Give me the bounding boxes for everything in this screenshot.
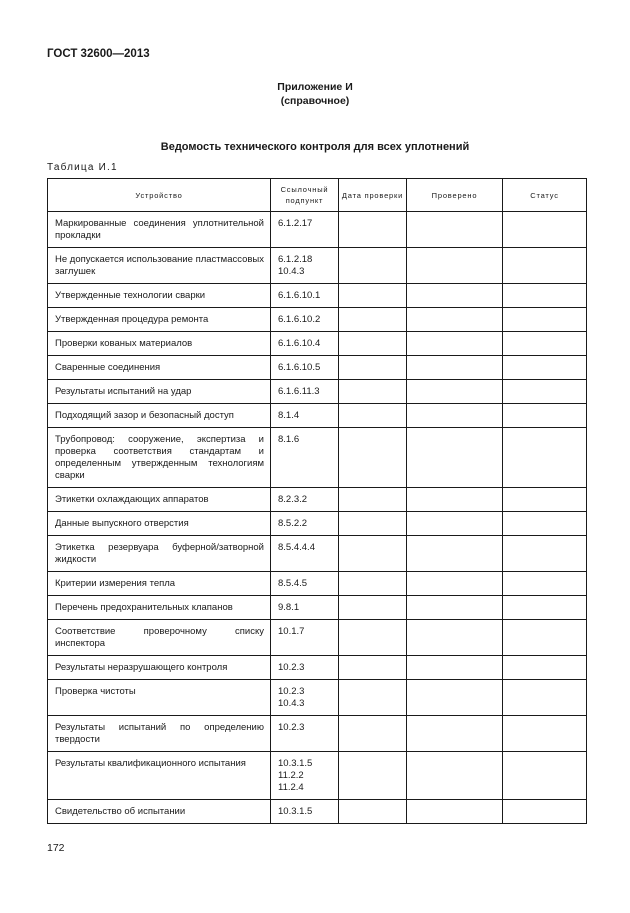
checked-cell [407,596,503,620]
checked-cell [407,356,503,380]
checked-cell [407,428,503,488]
reference-cell: 8.2.3.2 [271,488,339,512]
status-cell [503,380,587,404]
check-date-cell [339,308,407,332]
checked-cell [407,680,503,716]
table-body [48,212,587,824]
checked-cell [407,488,503,512]
table-row [48,284,587,308]
status-cell [503,248,587,284]
device-cell: Результаты испытаний по определению твердости [48,716,271,752]
table-row [48,512,587,536]
header-status: Статус [503,179,587,212]
reference-cell: 10.2.3 [271,656,339,680]
device-cell: Утвержденные технологии сварки [48,284,271,308]
annex-title: Приложение И [277,81,353,93]
device-cell: Трубопровод: сооружение, экспертиза и проверка соответствия стандартам и определенным утвержденным технологиям сварки [48,428,271,488]
checked-cell [407,752,503,800]
checked-cell [407,536,503,572]
status-cell [503,356,587,380]
device-cell: Результаты неразрушающего контроля [48,656,271,680]
check-date-cell [339,356,407,380]
device-cell: Утвержденная процедура ремонта [48,308,271,332]
device-cell: Маркированные соединения уплотнительной прокладки [48,212,271,248]
check-date-cell [339,680,407,716]
status-cell [503,752,587,800]
table-row [48,428,587,488]
check-date-cell [339,752,407,800]
table-row [48,572,587,596]
reference-cell: 10.1.7 [271,620,339,656]
status-cell [503,488,587,512]
status-cell [503,536,587,572]
reference-cell: 6.1.2.17 [271,212,339,248]
checked-cell [407,284,503,308]
standard-number: ГОСТ 32600—2013 [47,48,150,60]
checked-cell [407,332,503,356]
document-title: Ведомость технического контроля для всех уплотнений [160,141,470,153]
checked-cell [407,380,503,404]
reference-cell: 8.1.4 [271,404,339,428]
device-cell: Соответствие проверочному списку инспектора [48,620,271,656]
annex-type: (справочное) [280,95,350,107]
inspection-table [47,178,587,824]
reference-cell: 6.1.2.18 10.4.3 [271,248,339,284]
table-label: Таблица И.1 [47,162,118,173]
reference-cell: 6.1.6.10.2 [271,308,339,332]
check-date-cell [339,212,407,248]
status-cell [503,680,587,716]
status-cell [503,656,587,680]
table-row [48,332,587,356]
check-date-cell [339,512,407,536]
check-date-cell [339,572,407,596]
table-row [48,680,587,716]
page-number: 172 [47,842,65,854]
check-date-cell [339,716,407,752]
check-date-cell [339,620,407,656]
device-cell: Свидетельство об испытании [48,800,271,824]
check-date-cell [339,404,407,428]
checked-cell [407,656,503,680]
check-date-cell [339,284,407,308]
status-cell [503,512,587,536]
device-cell: Сваренные соединения [48,356,271,380]
checked-cell [407,620,503,656]
table-row [48,620,587,656]
check-date-cell [339,536,407,572]
header-check-date: Дата проверки [339,179,407,212]
table-row [48,356,587,380]
status-cell [503,620,587,656]
checked-cell [407,212,503,248]
device-cell: Критерии измерения тепла [48,572,271,596]
device-cell: Результаты квалификационного испытания [48,752,271,800]
table-row [48,308,587,332]
status-cell [503,284,587,308]
table-row [48,656,587,680]
checked-cell [407,716,503,752]
check-date-cell [339,380,407,404]
check-date-cell [339,800,407,824]
table-row [48,752,587,800]
table-row [48,404,587,428]
table-header-row [48,179,587,212]
status-cell [503,428,587,488]
reference-cell: 6.1.6.11.3 [271,380,339,404]
check-date-cell [339,596,407,620]
device-cell: Данные выпускного отверстия [48,512,271,536]
device-cell: Проверки кованых материалов [48,332,271,356]
device-cell: Подходящий зазор и безопасный доступ [48,404,271,428]
status-cell [503,716,587,752]
header-device: Устройство [48,179,271,212]
table-row [48,596,587,620]
status-cell [503,212,587,248]
check-date-cell [339,656,407,680]
reference-cell: 8.5.4.4.4 [271,536,339,572]
reference-cell: 8.5.2.2 [271,512,339,536]
check-date-cell [339,332,407,356]
reference-cell: 6.1.6.10.1 [271,284,339,308]
table-row [48,488,587,512]
checked-cell [407,248,503,284]
table-row [48,800,587,824]
status-cell [503,800,587,824]
device-cell: Проверка чистоты [48,680,271,716]
device-cell: Не допускается использование пластмассовых заглушек [48,248,271,284]
reference-cell: 10.3.1.5 11.2.2 11.2.4 [271,752,339,800]
reference-cell: 10.2.3 10.4.3 [271,680,339,716]
check-date-cell [339,488,407,512]
reference-cell: 8.5.4.5 [271,572,339,596]
reference-cell: 10.3.1.5 [271,800,339,824]
reference-cell: 8.1.6 [271,428,339,488]
status-cell [503,596,587,620]
reference-cell: 6.1.6.10.4 [271,332,339,356]
device-cell: Этикетки охлаждающих аппаратов [48,488,271,512]
table-row [48,716,587,752]
device-cell: Перечень предохранительных клапанов [48,596,271,620]
reference-cell: 10.2.3 [271,716,339,752]
checked-cell [407,404,503,428]
status-cell [503,332,587,356]
annex-heading [0,80,630,108]
device-cell: Результаты испытаний на удар [48,380,271,404]
status-cell [503,404,587,428]
header-reference: Ссылочный подпункт [271,179,339,212]
reference-cell: 9.8.1 [271,596,339,620]
checked-cell [407,572,503,596]
device-cell: Этикетка резервуара буферной/затворной жидкости [48,536,271,572]
table-row [48,212,587,248]
check-date-cell [339,428,407,488]
table-row [48,248,587,284]
reference-cell: 6.1.6.10.5 [271,356,339,380]
status-cell [503,572,587,596]
table-row [48,536,587,572]
check-date-cell [339,248,407,284]
status-cell [503,308,587,332]
header-checked: Проверено [407,179,503,212]
checked-cell [407,512,503,536]
table-row [48,380,587,404]
checked-cell [407,308,503,332]
checked-cell [407,800,503,824]
